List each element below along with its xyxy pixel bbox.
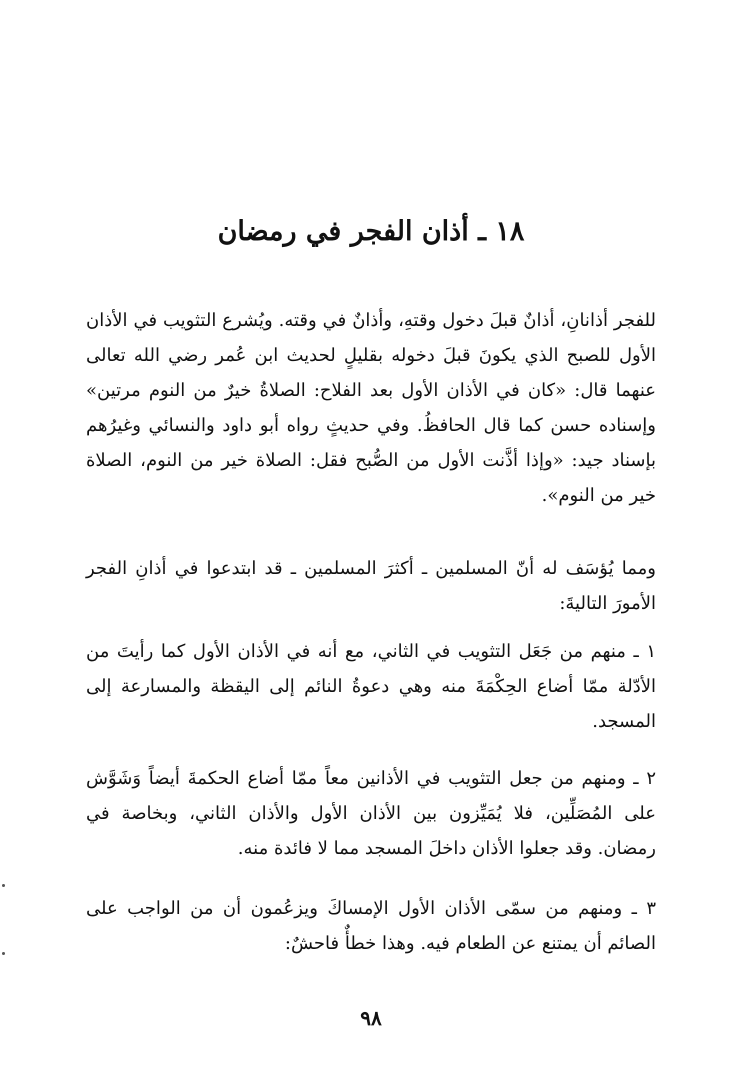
paragraph-text: ٢ ـ ومنهم من جعل التثويب في الأذانين معاً ممّا أضاع الحكمةَ أيضاً وَشَوَّش على المُصَلِّين، فلا يُمَيِّزون بين الأذان الأول والأذان الثاني، وبخاصة في رمضان. وقد جعلوا الأذان داخلَ المسجد مما لا فائدة منه. xyxy=(86,768,656,859)
scan-edge-mark xyxy=(2,952,5,955)
paragraph-point-1 xyxy=(86,634,656,739)
paragraph-text: ١ ـ منهم من جَعَل التثويب في الثاني، مع أنه في الأذان الأول كما رأيتَ من الأدّلة ممّا أضاع الحِكْمَةَ منه وهي دعوةُ النائم إلى اليقظة والمسارعة إلى المسجد. xyxy=(86,641,656,732)
chapter-heading: ١٨ ـ أذان الفجر في رمضان xyxy=(217,216,525,247)
paragraph-innovations-intro xyxy=(86,551,656,621)
paragraph-point-3 xyxy=(86,891,656,961)
paragraph-point-2 xyxy=(86,761,656,866)
paragraph-text: ٣ ـ ومنهم من سمّى الأذان الأول الإمساكَ ويزعُمون أن من الواجب على الصائم أن يمتنع عن الطعام فيه. وهذا خطأٌ فاحشٌ: xyxy=(86,898,656,954)
page-number: ٩٨ xyxy=(360,1006,382,1030)
paragraph-text: للفجر أذانانِ، أذانٌ قبلَ دخول وقتهِ، وأذانٌ في وقته. ويُشرع التثويب في الأذان الأول للصبح الذي يكونَ قبلَ دخوله بقليلٍ لحديث ابن عُمر رضي الله تعالى عنهما قال: «كان في الأذان الأول بعد الفلاح: الصلاةُ خيرٌ من النوم مرتين» وإسناده حسن كما قال الحافظُ. وفي حديثٍ رواه أبو داود والنسائي وغيرُهم بإسناد جيد: «وإذا أذَّنت الأول من الصُّبح فقل: الصلاة خير من النوم، الصلاة خير من النوم». xyxy=(86,310,656,506)
paragraph-text: ومما يُؤسَف له أنّ المسلمين ـ أكثرَ المسلمين ـ قد ابتدعوا في أذانِ الفجر الأمورَ التاليةَ: xyxy=(86,558,656,614)
scan-edge-mark xyxy=(2,884,5,887)
paragraph-intro xyxy=(86,303,656,513)
